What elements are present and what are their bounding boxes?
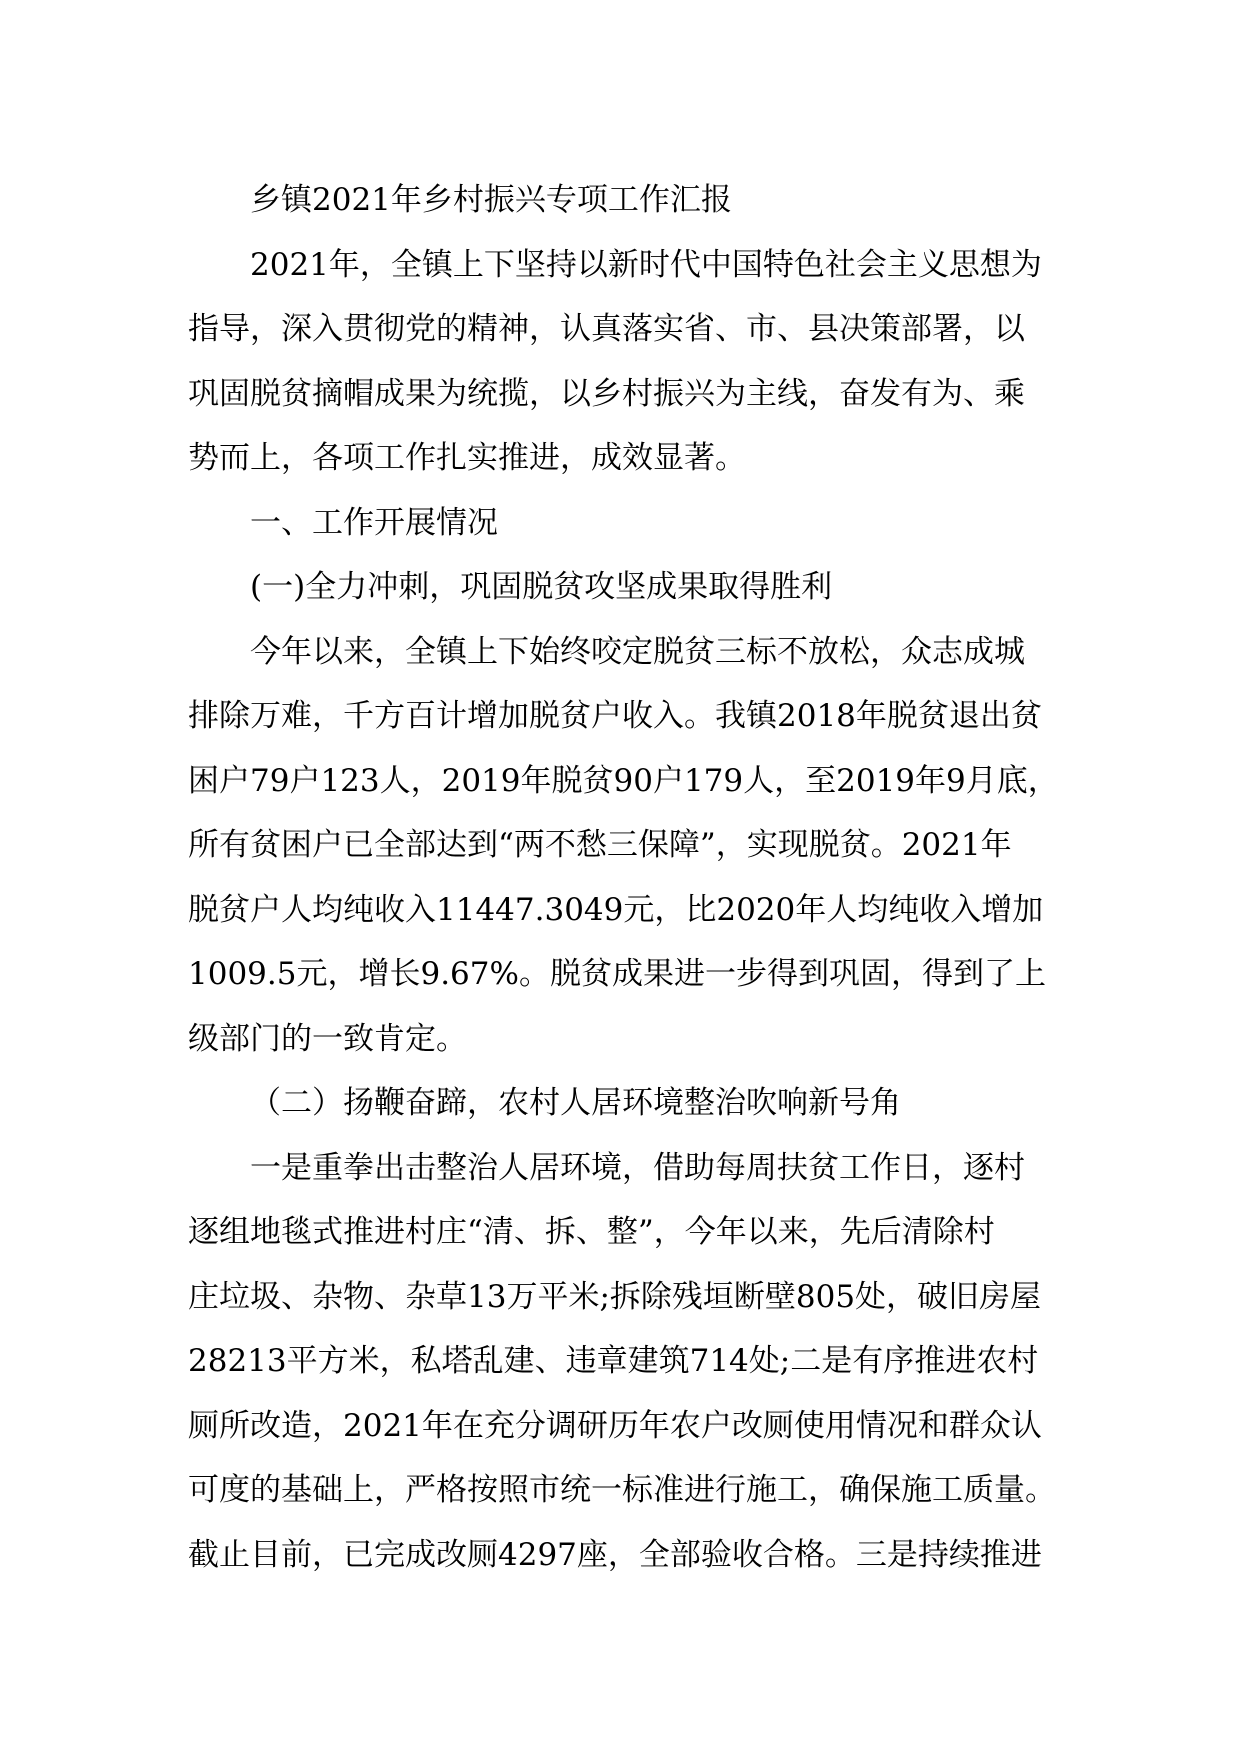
- text-line: 可度的基础上，严格按照市统一标准进行施工，确保施工质量。: [188, 1472, 1056, 1508]
- text-line: 逐组地毯式推进村庄“清、拆、整”，今年以来，先后清除村: [188, 1214, 995, 1250]
- text-line: 庄垃圾、杂物、杂草13万平米;拆除残垣断壁805处，破旧房屋: [188, 1278, 1042, 1315]
- text-line: 28213平方米，私塔乱建、违章建筑714处;二是有序推进农村: [188, 1343, 1039, 1379]
- text-line: 指导，深入贯彻党的精神，认真落实省、市、县决策部署，以: [188, 311, 1025, 347]
- text-line: 2021年，全镇上下坚持以新时代中国特色社会主义思想为: [250, 246, 1042, 283]
- text-line: 势而上，各项工作扎实推进，成效显著。: [188, 440, 746, 476]
- text-line: 巩固脱贫摘帽成果为统揽，以乡村振兴为主线，奋发有为、乘: [188, 375, 1025, 412]
- text-line: 困户79户123人，2019年脱贫90户179人，至2019年9月底，: [188, 762, 1059, 799]
- text-line: 厕所改造，2021年在充分调研历年农户改厕使用情况和群众认: [188, 1407, 1042, 1444]
- paragraph-lines: [188, 233, 1068, 1588]
- text-line: 一、工作开展情况: [250, 504, 498, 541]
- text-line: 截止目前，已完成改厕4297座，全部验收合格。三是持续推进: [188, 1536, 1042, 1573]
- text-line: 今年以来，全镇上下始终咬定脱贫三标不放松，众志成城: [250, 633, 1025, 670]
- document-title: 乡镇2021年乡村振兴专项工作汇报: [250, 182, 732, 218]
- text-line: 脱贫户人均纯收入11447.3049元，比2020年人均纯收入增加: [188, 891, 1044, 928]
- text-line: 一是重拳出击整治人居环境，借助每周扶贫工作日，逐村: [250, 1149, 1025, 1186]
- text-line: 级部门的一致肯定。: [188, 1020, 467, 1057]
- text-line: 排除万难，千方百计增加脱贫户收入。我镇2018年脱贫退出贫: [188, 698, 1042, 734]
- text-line: 1009.5元，增长9.67%。脱贫成果进一步得到巩固，得到了上: [188, 956, 1046, 992]
- text-line: (一)全力冲刺，巩固脱贫攻坚成果取得胜利: [250, 569, 833, 605]
- text-line: 所有贫困户已全部达到“两不愁三保障”，实现脱贫。2021年: [188, 827, 1012, 863]
- document-body: [188, 168, 1068, 1587]
- text-line: （二）扬鞭奋蹄，农村人居环境整治吹响新号角: [250, 1085, 901, 1121]
